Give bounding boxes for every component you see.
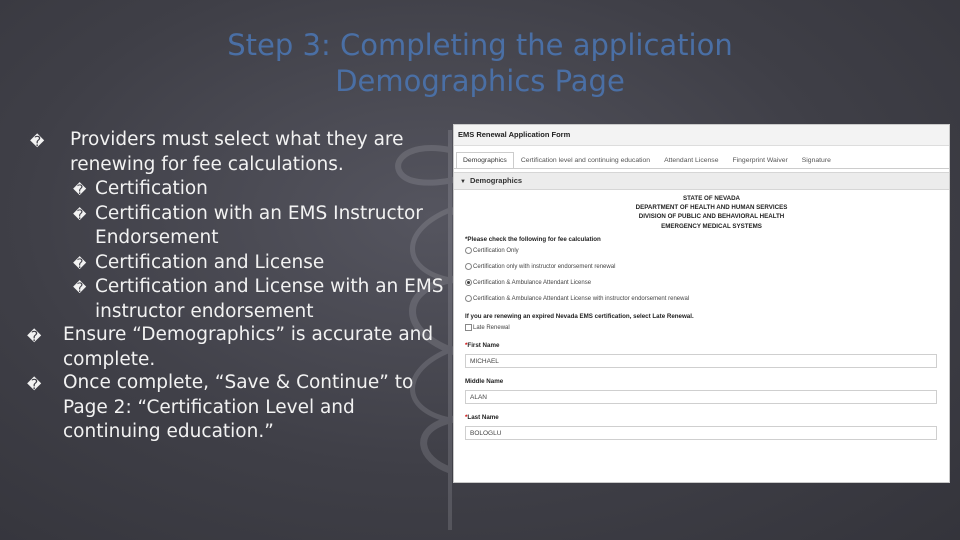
sub-bullet-certification: � Certification: [30, 177, 450, 202]
bullet-marker: �: [27, 377, 42, 393]
middle-name-field[interactable]: ALAN: [465, 390, 937, 404]
sub-bullet-marker: �: [73, 256, 87, 272]
fee-option-license[interactable]: Certification & Ambulance Attendant License: [465, 275, 949, 291]
tab-demographics[interactable]: Demographics: [456, 152, 514, 168]
form-title: EMS Renewal Application Form: [454, 125, 949, 146]
slide-title: [0, 27, 960, 99]
bullet-marker: �: [30, 134, 45, 150]
form-tabs: [454, 150, 949, 169]
title-line-1: Step 3: Completing the application: [227, 28, 733, 62]
last-name-label: *Last Name: [465, 413, 499, 421]
title-line-2: Demographics Page: [335, 64, 625, 98]
bullet-list: [27, 128, 450, 445]
checkbox-icon[interactable]: [465, 324, 472, 331]
fee-option-certification-only[interactable]: Certification Only: [465, 243, 949, 259]
bullet-save-continue: � Once complete, “Save & Continue” to Page 2: “Certification Level and continuing education.”: [27, 372, 414, 442]
sub-bullet-marker: �: [73, 281, 87, 296]
tab-certification-level[interactable]: Certification level and continuing education: [520, 157, 651, 164]
radio-icon[interactable]: [465, 295, 472, 302]
tab-fingerprint-waiver[interactable]: Fingerprint Waiver: [732, 157, 788, 164]
fee-calculation-label: *Please check the following for fee calculation: [465, 235, 601, 243]
late-renewal-label: If you are renewing an expired Nevada EMS certification, select Late Renewal.: [465, 312, 694, 320]
first-name-label: *First Name: [465, 341, 500, 349]
fee-option-instructor[interactable]: Certification only with instructor endorsement renewal: [465, 259, 949, 275]
radio-icon[interactable]: [465, 263, 472, 270]
tab-attendant-license[interactable]: Attendant License: [664, 157, 719, 164]
bullet-fee-selection: � Providers must select what they are renewing for fee calculations.: [30, 129, 404, 175]
sub-bullet-certification-license: � Certification and License: [30, 251, 450, 276]
last-name-field[interactable]: BOLOGLU: [465, 426, 937, 440]
radio-selected-icon[interactable]: [465, 279, 472, 286]
form-screenshot: [453, 124, 950, 483]
tab-signature[interactable]: Signature: [801, 157, 831, 164]
sub-bullet-marker: �: [73, 183, 87, 198]
agency-header: STATE OF NEVADA DEPARTMENT OF HEALTH AND HUMAN SERVICES DIVISION OF PUBLIC AND BEHAVIORAL HEALTH EMERGENCY MEDICAL SYSTEMS: [635, 195, 788, 230]
fee-option-license-instructor[interactable]: Certification & Ambulance Attendant License with instructor endorsement renewal: [465, 291, 949, 307]
bullet-demographics-accurate: � Ensure “Demographics” is accurate and complete.: [27, 324, 434, 370]
radio-icon[interactable]: [465, 247, 472, 254]
bullet-marker: �: [27, 329, 42, 345]
demographics-section-header[interactable]: ▼ Demographics: [454, 172, 949, 190]
middle-name-label: Middle Name: [465, 377, 504, 385]
sub-bullet-certification-instructor: � Certification with an EMS Instructor Endorsement: [73, 202, 423, 248]
late-renewal-checkbox[interactable]: Late Renewal: [465, 322, 949, 334]
chevron-down-icon: ▼: [460, 179, 466, 185]
sub-bullet-certification-license-instructor: � Certification and License with an EMS instructor endorsement: [73, 276, 444, 322]
first-name-field[interactable]: MICHAEL: [465, 354, 937, 368]
sub-bullet-marker: �: [73, 207, 87, 223]
